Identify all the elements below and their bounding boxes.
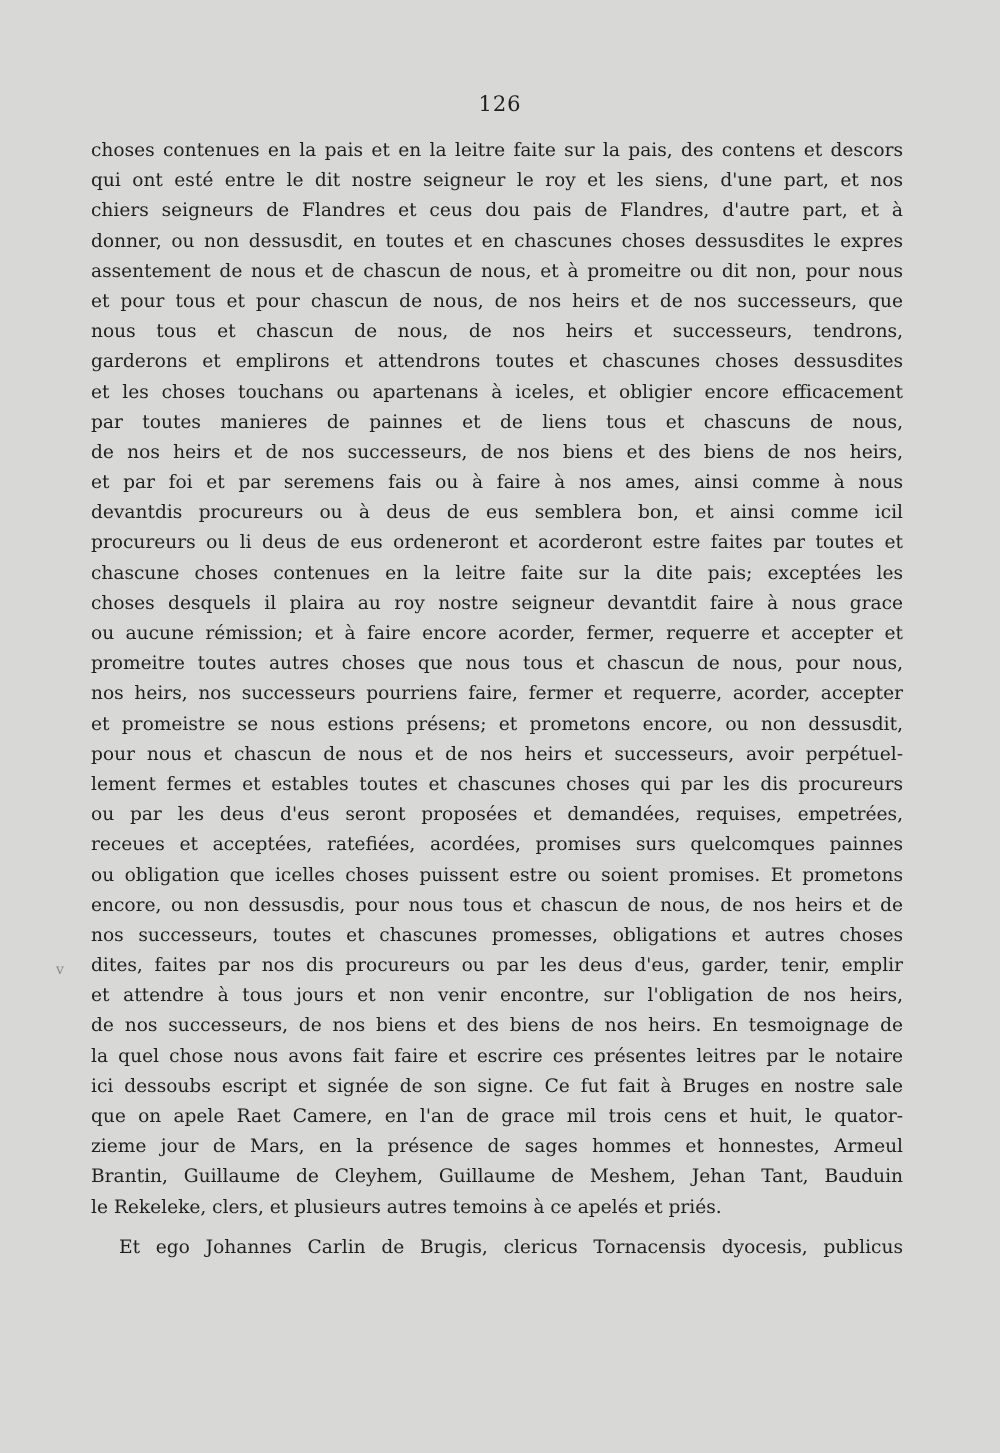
text-line: et par foi et par seremens fais ou à faire à nos ames, ainsi comme à nous <box>91 472 903 494</box>
margin-mark: v <box>56 962 64 978</box>
text-line: de nos successeurs, de nos biens et des biens de nos heirs. En tesmoignage de <box>91 1015 903 1037</box>
text-line: Brantin, Guillaume de Cleyhem, Guillaume de Meshem, Jehan Tant, Bauduin <box>91 1166 903 1188</box>
text-line: garderons et emplirons et attendrons toutes et chascunes choses dessusdites <box>91 351 903 373</box>
text-line: receues et acceptées, ratefiées, acordées, promises surs quelcomques painnes <box>91 834 903 856</box>
text-line: nos successeurs, toutes et chascunes promesses, obligations et autres choses <box>91 924 903 946</box>
text-line: chiers seigneurs de Flandres et ceus dou pais de Flandres, d'autre part, et à <box>91 200 903 222</box>
text-line: ou par les deus d'eus seront proposées et demandées, requises, empetrées, <box>91 804 903 826</box>
text-line: donner, ou non dessusdit, en toutes et en chascunes choses dessusdites le expres <box>91 230 903 252</box>
paragraph-2 <box>91 1233 903 1263</box>
text-line: encore, ou non dessusdis, pour nous tous et chascun de nous, de nos heirs et de <box>91 894 903 916</box>
text-line: zieme jour de Mars, en la présence de sages hommes et honnestes, Armeul <box>91 1136 903 1158</box>
text-line: lement fermes et estables toutes et chascunes choses qui par les dis procureurs <box>91 773 903 795</box>
text-line: par toutes manieres de painnes et de liens tous et chascuns de nous, <box>91 411 903 433</box>
text-line: qui ont esté entre le dit nostre seigneur le roy et les siens, d'une part, et nos <box>91 170 903 192</box>
text-line: devantdis procureurs ou à deus de eus semblera bon, et ainsi comme icil <box>91 502 903 524</box>
text-line: et promeistre se nous estions présens; et prometons encore, ou non dessusdit, <box>91 713 903 735</box>
text-line: de nos heirs et de nos successeurs, de nos biens et des biens de nos heirs, <box>91 441 903 463</box>
text-line: ou obligation que icelles choses puissent estre ou soient promises. Et prometons <box>91 864 903 886</box>
body-text <box>91 136 903 1263</box>
text-line: choses contenues en la pais et en la leitre faite sur la pais, des contens et descors <box>91 140 903 161</box>
text-line: et pour tous et pour chascun de nous, de nos heirs et de nos successeurs, que <box>91 290 903 312</box>
text-line: ici dessoubs escript et signée de son signe. Ce fut fait à Bruges en nostre sale <box>91 1075 903 1097</box>
text-line: nous tous et chascun de nous, de nos heirs et successeurs, tendrons, <box>91 321 903 343</box>
text-line: choses desquels il plaira au roy nostre seigneur devantdit faire à nous grace <box>91 592 903 614</box>
text-line: la quel chose nous avons fait faire et escrire ces présentes leitres par le notaire <box>91 1045 903 1067</box>
text-line: Et ego Johannes Carlin de Brugis, clericus Tornacensis dyocesis, publicus <box>119 1236 903 1258</box>
text-line: et attendre à tous jours et non venir encontre, sur l'obligation de nos heirs, <box>91 985 903 1007</box>
text-line: chascune choses contenues en la leitre faite sur la dite pais; exceptées les <box>91 562 903 584</box>
text-line: le Rekeleke, clers, et plusieurs autres temoins à ce apelés et priés. <box>91 1196 722 1218</box>
page-number: 126 <box>478 92 522 116</box>
text-line: dites, faites par nos dis procureurs ou par les deus d'eus, garder, tenir, emplir <box>91 955 903 977</box>
text-line: pour nous et chascun de nous et de nos heirs et successeurs, avoir perpétuel- <box>91 743 903 765</box>
text-line: nos heirs, nos successeurs pourriens faire, fermer et requerre, acorder, accepter <box>91 683 903 705</box>
text-line: assentement de nous et de chascun de nous, et à promeitre ou dit non, pour nous <box>91 260 903 282</box>
text-line: procureurs ou li deus de eus ordeneront et acorderont estre faites par toutes et <box>91 532 903 554</box>
text-line: promeitre toutes autres choses que nous tous et chascun de nous, pour nous, <box>91 653 903 675</box>
paragraph-1 <box>91 136 903 1223</box>
text-line: que on apele Raet Camere, en l'an de grace mil trois cens et huit, le quator- <box>91 1106 903 1127</box>
text-line: ou aucune rémission; et à faire encore acorder, fermer, requerre et accepter et <box>91 623 903 644</box>
text-line: et les choses touchans ou apartenans à iceles, et obligier encore efficacement <box>91 381 903 403</box>
